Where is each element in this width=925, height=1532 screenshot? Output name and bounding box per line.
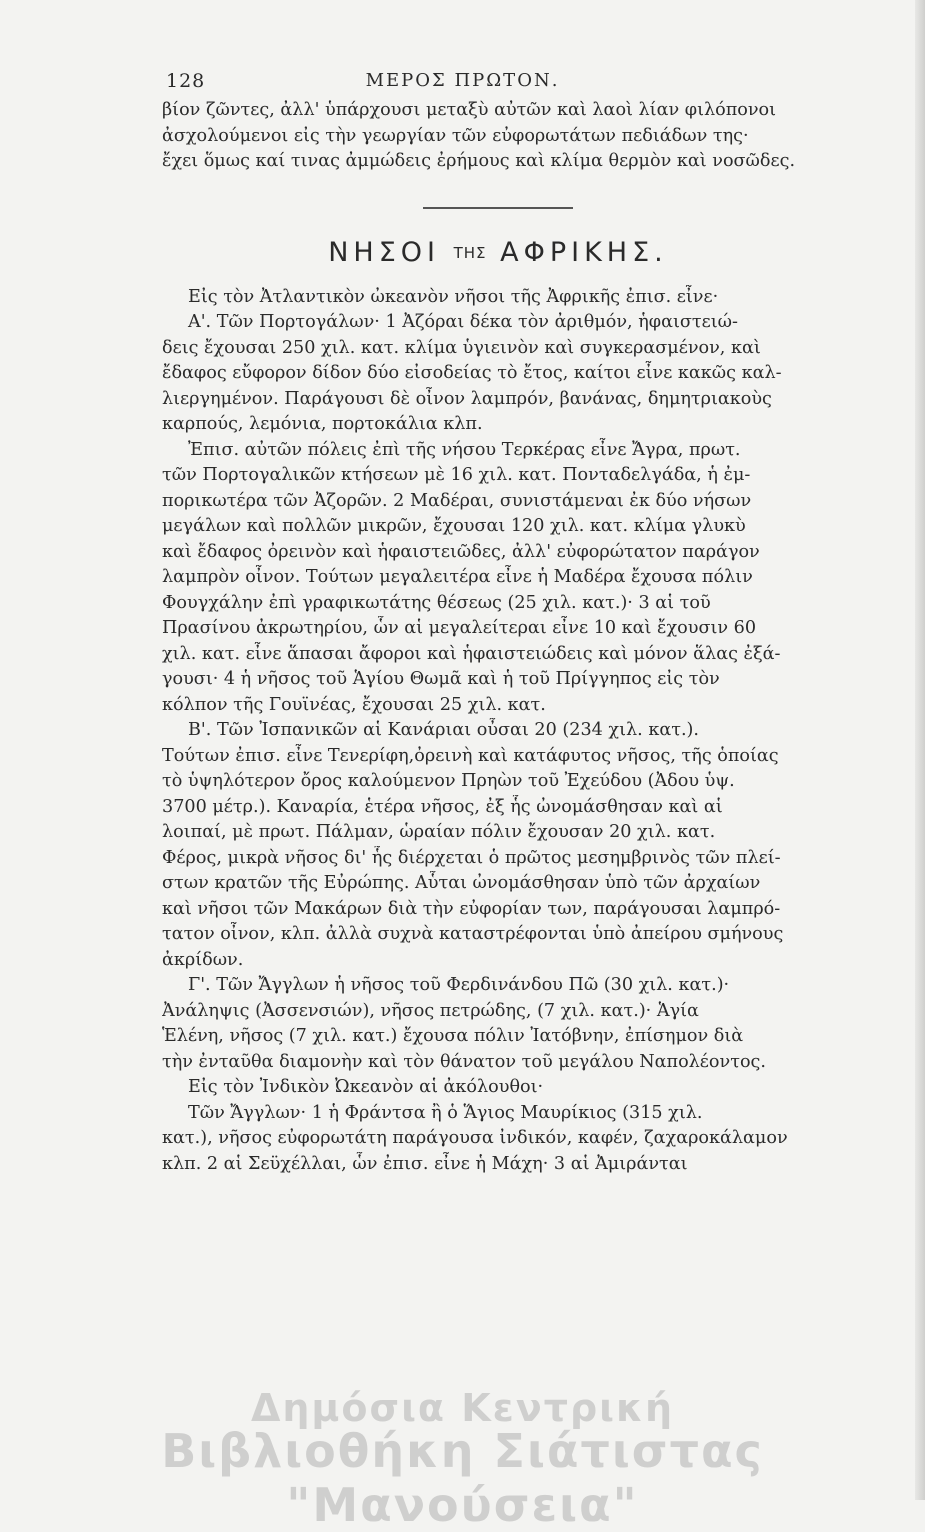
text-line: τῶν Πορτογαλικῶν κτήσεων μὲ 16 χιλ. κατ. Πονταδελγάδα, ἡ ἐμ- — [162, 465, 751, 485]
page-edge — [915, 0, 925, 1500]
text-line: ἀκρίδων. — [162, 949, 244, 970]
text-line: μεγάλων καὶ πολλῶν μικρῶν, ἔχουσαι 120 χιλ. κατ. κλίμα γλυκὺ — [162, 516, 746, 536]
watermark-line-1: Δημόσια Κεντρική — [250, 1386, 675, 1430]
text-line: καὶ νῆσοι τῶν Μακάρων διὰ τὴν εὐφορίαν των, παράγουσαι λαμπρό- — [162, 898, 781, 919]
text-line: τὴν ἐνταῦθα διαμονὴν καὶ τὸν θάνατον τοῦ μεγάλου Ναπολέοντος. — [162, 1051, 766, 1072]
section-divider — [423, 207, 573, 209]
section-title — [162, 231, 834, 275]
intro-paragraph — [162, 98, 834, 175]
text-line: Α'. Τῶν Πορτογάλων· 1 Ἀζόραι δέκα τὸν ἀριθμόν, ἡφαιστειώ- — [188, 312, 738, 332]
text-line: κατ.), νῆσος εὐφορωτάτη παράγουσα ἰνδικόν, καφέν, ζαχαροκάλαμον — [162, 1128, 788, 1148]
text-line: τατον οἶνον, κλπ. ἀλλὰ συχνὰ καταστρέφονται ὑπὸ ἀπείρου σμήνους — [162, 924, 784, 944]
text-line: λιεργημένον. Παράγουσι δὲ οἶνον λαμπρόν, βανάνας, δημητριακοὺς — [162, 388, 772, 409]
text-line: Ἐπισ. αὐτῶν πόλεις ἐπὶ τῆς νήσου Τερκέρας εἶνε Ἄγρα, πρωτ. — [188, 439, 741, 460]
text-line: Ἀνάληψις (Ἀσσενσιών), νῆσος πετρώδης, (7 χιλ. κατ.)· Ἁγία — [162, 1000, 699, 1021]
page-number: 128 — [166, 70, 206, 92]
text-line: ἔχει ὅμως καί τινας ἀμμώδεις ἐρήμους καὶ κλίμα θερμὸν καὶ νοσῶδες. — [162, 151, 796, 171]
section-title-left: ΝΗΣΟΙ — [328, 236, 441, 268]
text-line: κόλπον τῆς Γουϊνέας, ἔχουσαι 25 χιλ. κατ. — [162, 694, 546, 715]
text-line: λαμπρὸν οἶνον. Τούτων μεγαλειτέρα εἶνε ἡ Μαδέρα ἔχουσα πόλιν — [162, 567, 753, 587]
text-line: στων κρατῶν τῆς Εὐρώπης. Αὗται ὠνομάσθησαν ὑπὸ τῶν ἀρχαίων — [162, 873, 761, 893]
text-line: Φέρος, μικρὰ νῆσος δι' ἧς διέρχεται ὁ πρῶτος μεσημβρινὸς τῶν πλεί- — [162, 847, 781, 868]
section-title-small: ΤΗΣ — [453, 243, 487, 262]
watermark-line-2: Βιβλιοθήκη Σιάτιστας "Μανούσεια" — [161, 1424, 764, 1532]
text-line: πορικωτέρα τῶν Ἀζορῶν. 2 Μαδέραι, συνιστάμεναι ἐκ δύο νήσων — [162, 490, 752, 511]
text-line: Γ'. Τῶν Ἄγγλων ἡ νῆσος τοῦ Φερδινάνδου Πῶ (30 χιλ. κατ.)· — [188, 975, 730, 995]
text-block — [162, 98, 834, 1177]
text-line: ἔδαφος εὔφορον δίδον δύο εἰσοδείας τὸ ἔτος, καίτοι εἶνε κακῶς καλ- — [162, 363, 782, 383]
text-line: δεις ἔχουσαι 250 χιλ. κατ. κλίμα ὑγιεινὸν καὶ συγκερασμένον, καὶ — [162, 337, 761, 358]
section-body — [162, 285, 834, 1178]
text-line: Εἰς τὸν Ἰνδικὸν Ὠκεανὸν αἱ ἀκόλουθοι· — [188, 1077, 544, 1097]
text-line: Β'. Τῶν Ἰσπανικῶν αἱ Κανάριαι οὖσαι 20 (234 χιλ. κατ.). — [188, 720, 699, 740]
text-line: λοιπαί, μὲ πρωτ. Πάλμαν, ὡραίαν πόλιν ἔχουσαν 20 χιλ. κατ. — [162, 822, 716, 842]
text-line: βίον ζῶντες, ἀλλ' ὑπάρχουσι μεταξὺ αὐτῶν καὶ λαοὶ λίαν φιλόπονοι — [162, 100, 777, 120]
text-line: γουσι· 4 ἡ νῆσος τοῦ Ἁγίου Θωμᾶ καὶ ἡ τοῦ Πρίγγηπος εἰς τὸν — [162, 669, 720, 689]
text-line: ἀσχολούμενοι εἰς τὴν γεωργίαν τῶν εὐφορωτάτων πεδιάδων της· — [162, 125, 749, 146]
section-title-right: ΑΦΡΙΚΗΣ. — [500, 236, 668, 268]
page-header — [0, 70, 925, 100]
text-line: κλπ. 2 αἱ Σεϋχέλλαι, ὧν ἐπισ. εἶνε ἡ Μάχη· 3 αἱ Ἀμιράνται — [162, 1153, 688, 1174]
text-line: καρπούς, λεμόνια, πορτοκάλια κλπ. — [162, 414, 483, 434]
text-line: Εἰς τὸν Ἀτλαντικὸν ὠκεανὸν νῆσοι τῆς Ἀφρικῆς ἐπισ. εἶνε· — [188, 286, 719, 307]
running-head: ΜΕΡΟΣ ΠΡΩΤΟΝ. — [365, 70, 560, 91]
text-line: Πρασίνου ἀκρωτηρίου, ὧν αἱ μεγαλείτεραι εἶνε 10 καὶ ἔχουσιν 60 — [162, 618, 757, 638]
text-line: χιλ. κατ. εἶνε ἅπασαι ἄφοροι καὶ ἡφαιστειώδεις καὶ μόνον ἅλας ἐξά- — [162, 643, 781, 664]
text-line: τὸ ὑψηλότερον ὄρος καλούμενον Πρηὼν τοῦ Ἐχεύδου (Ἀδου ὑψ. — [162, 771, 735, 791]
text-line: 3700 μέτρ.). Καναρία, ἑτέρα νῆσος, ἐξ ἧς ὠνομάσθησαν καὶ αἱ — [162, 796, 723, 817]
text-line: Τῶν Ἄγγλων· 1 ἡ Φράντσα ἢ ὁ Ἅγιος Μαυρίκιος (315 χιλ. — [188, 1102, 703, 1123]
text-line: καὶ ἔδαφος ὀρεινὸν καὶ ἡφαιστειῶδες, ἀλλ' εὐφορώτατον παράγον — [162, 541, 760, 562]
text-line: Φουγχάλην ἐπὶ γραφικωτάτης θέσεως (25 χιλ. κατ.)· 3 αἱ τοῦ — [162, 592, 711, 613]
text-line: Ἑλένη, νῆσος (7 χιλ. κατ.) ἔχουσα πόλιν Ἰατόβνην, ἐπίσημον διὰ — [162, 1026, 744, 1046]
text-line: Τούτων ἐπισ. εἶνε Τενερίφη,ὀρεινὴ καὶ κατάφυτος νῆσος, τῆς ὁποίας — [162, 745, 779, 766]
